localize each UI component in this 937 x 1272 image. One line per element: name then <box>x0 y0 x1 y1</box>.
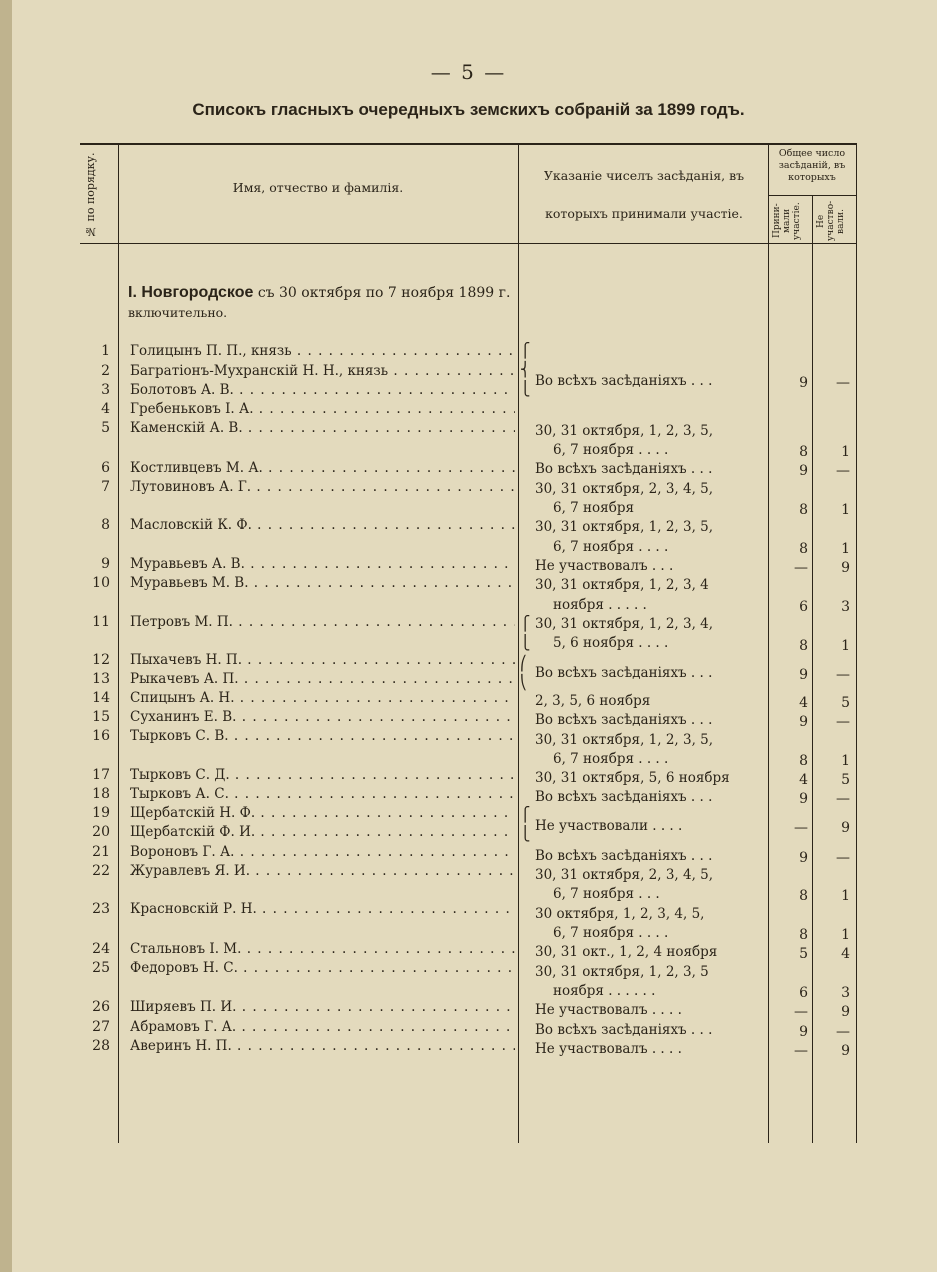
sessions-text: Во всѣхъ засѣданіяхъ . . . <box>535 1022 713 1038</box>
row-number: 12 <box>92 652 110 668</box>
header-total: Общее число засѣданій, въ которыхъ <box>778 148 846 183</box>
page-number: — 5 — <box>430 60 507 84</box>
header-sessions-line2: которыхъ принимали участіе. <box>545 206 743 221</box>
brace-rows-19-20: ⎧ ⎩ <box>520 807 531 842</box>
page-title: Списокъ гласныхъ очередныхъ земскихъ собраній за 1899 годъ. <box>192 100 745 119</box>
member-name: Вороновъ Г. А. . . . <box>130 843 515 861</box>
sessions-text: Во всѣхъ засѣданіяхъ . . . <box>535 789 713 805</box>
sessions-text: 30, 31 октября, 1, 2, 3, 5, <box>535 423 714 439</box>
sessions-text: 6, 7 ноября . . . . <box>553 442 669 458</box>
not-took-part-count: 1 <box>841 444 850 460</box>
row-number: 9 <box>101 556 110 572</box>
sessions-text: 6, 7 ноября . . . <box>553 886 660 902</box>
header-not-took-part: Не участво-вали. <box>816 200 846 242</box>
took-part-count: — <box>794 560 808 576</box>
brace-rows-12-13: ⎛ ⎝ <box>520 656 527 691</box>
member-name: Аверинъ Н. П. . . . <box>130 1037 515 1055</box>
member-name: Красновскій Р. Н. . . . <box>130 900 515 918</box>
sessions-text: 6, 7 ноября . . . . <box>553 925 669 941</box>
member-name: Болотовъ А. В. . . . <box>130 381 515 399</box>
not-took-part-count: 5 <box>841 695 850 711</box>
not-took-part-count: 4 <box>841 946 850 962</box>
sessions-text: Во всѣхъ засѣданіяхъ . . . <box>535 712 713 728</box>
row-number: 1 <box>101 343 110 359</box>
not-took-part-count: 1 <box>841 502 850 518</box>
member-name: Лутовиновъ А. Г. . . . <box>130 478 515 496</box>
sessions-text: Не участвовалъ . . . <box>535 558 674 574</box>
member-name: Пыхачевъ Н. П. . . . <box>130 651 515 669</box>
section-inclusive: включительно. <box>128 305 228 320</box>
member-name: Суханинъ Е. В. . . . <box>130 708 515 726</box>
not-took-part-count: — <box>836 667 850 683</box>
sessions-text: Во всѣхъ засѣданіяхъ . . . <box>535 665 713 681</box>
took-part-count: 5 <box>799 946 808 962</box>
took-part-count: 8 <box>799 444 808 460</box>
section-title: I. Новгородское <box>128 284 254 301</box>
row-number: 5 <box>101 420 110 436</box>
member-name: Багратіонъ-Мухранскій Н. Н., князь . . . <box>130 362 515 380</box>
sessions-text: Во всѣхъ засѣданіяхъ . . . <box>535 373 713 389</box>
not-took-part-count: 1 <box>841 888 850 904</box>
took-part-count: 8 <box>799 888 808 904</box>
col-rule-num <box>118 143 119 1143</box>
header-bottom-rule <box>80 243 856 244</box>
sessions-text: Не участвовалъ . . . . <box>535 1041 682 1057</box>
not-took-part-count: 3 <box>841 985 850 1001</box>
row-number: 2 <box>101 363 110 379</box>
page-edge <box>0 0 12 1272</box>
sessions-text: 30, 31 октября, 5, 6 ноября <box>535 770 730 786</box>
row-number: 21 <box>92 844 110 860</box>
sessions-text: 30, 31 октября, 2, 3, 4, 5, <box>535 867 714 883</box>
member-name: Гребеньковъ І. А. . . . <box>130 400 515 418</box>
member-name: Каменскій А. В. . . . <box>130 419 515 437</box>
sessions-text: 30, 31 октября, 1, 2, 3, 5, <box>535 732 714 748</box>
sessions-text: Во всѣхъ засѣданіяхъ . . . <box>535 848 713 864</box>
member-name: Ширяевъ П. И. . . . <box>130 998 515 1016</box>
row-number: 23 <box>92 901 110 917</box>
member-name: Журавлевъ Я. И. . . . <box>130 862 515 880</box>
section-dates: съ 30 октября по 7 ноября 1899 г. <box>257 285 511 301</box>
row-number: 28 <box>92 1038 110 1054</box>
table-top-rule <box>80 143 856 145</box>
not-took-part-count: — <box>836 463 850 479</box>
row-number: 8 <box>101 517 110 533</box>
took-part-count: 9 <box>799 714 808 730</box>
member-name: Щербатскій Ф. И. . . . <box>130 823 515 841</box>
took-part-count: 9 <box>799 1024 808 1040</box>
not-took-part-count: 9 <box>841 820 850 836</box>
member-name: Федоровъ Н. С. . . . <box>130 959 515 977</box>
not-took-part-count: — <box>836 850 850 866</box>
member-name: Муравьевъ А. В. . . . <box>130 555 515 573</box>
row-number: 19 <box>92 805 110 821</box>
row-number: 4 <box>101 401 110 417</box>
row-number: 25 <box>92 960 110 976</box>
took-part-count: 6 <box>799 985 808 1001</box>
took-part-count: 9 <box>799 463 808 479</box>
row-number: 27 <box>92 1019 110 1035</box>
subheader-rule <box>768 195 856 196</box>
took-part-count: 4 <box>799 772 808 788</box>
sessions-text: ноября . . . . . . <box>553 983 656 999</box>
sessions-text: 30 октября, 1, 2, 3, 4, 5, <box>535 906 705 922</box>
not-took-part-count: — <box>836 1024 850 1040</box>
row-number: 10 <box>92 575 110 591</box>
member-name: Костливцевъ М. А. . . . <box>130 459 515 477</box>
sessions-text: 6, 7 ноября <box>553 500 634 516</box>
header-sessions-line1: Указаніе чиселъ засѣданія, въ <box>543 168 745 183</box>
sessions-text: Не участвовалъ . . . . <box>535 1002 682 1018</box>
header-name: Имя, отчество и фамилія. <box>232 180 404 195</box>
took-part-count: 8 <box>799 541 808 557</box>
sessions-text: 30, 31 октября, 2, 3, 4, 5, <box>535 481 714 497</box>
col-rule-name <box>518 143 519 1143</box>
row-number: 17 <box>92 767 110 783</box>
row-number: 6 <box>101 460 110 476</box>
took-part-count: — <box>794 1004 808 1020</box>
col-rule-took <box>812 195 813 1143</box>
not-took-part-count: 9 <box>841 1043 850 1059</box>
took-part-count: 6 <box>799 599 808 615</box>
member-name: Масловскій К. Ф. . . . <box>130 516 515 534</box>
row-number: 11 <box>92 614 110 630</box>
sessions-text: 30, 31 октября, 1, 2, 3, 5 <box>535 964 709 980</box>
member-name: Голицынъ П. П., князь . . . <box>130 342 515 360</box>
member-name: Петровъ М. П. . . . <box>130 613 515 631</box>
header-took-part: Прини-мали участіе. <box>772 202 802 240</box>
row-number: 20 <box>92 824 110 840</box>
not-took-part-count: — <box>836 714 850 730</box>
row-number: 7 <box>101 479 110 495</box>
sessions-text: 2, 3, 5, 6 ноября <box>535 693 651 709</box>
took-part-count: — <box>794 820 808 836</box>
not-took-part-count: 3 <box>841 599 850 615</box>
not-took-part-count: 5 <box>841 772 850 788</box>
sessions-text: Во всѣхъ засѣданіяхъ . . . <box>535 461 713 477</box>
member-name: Рыкачевъ А. П. . . . <box>130 670 515 688</box>
not-took-part-count: 1 <box>841 927 850 943</box>
row-number: 18 <box>92 786 110 802</box>
took-part-count: 9 <box>799 850 808 866</box>
sessions-text: 30, 31 октября, 1, 2, 3, 4, <box>535 616 714 632</box>
member-name: Стальновъ І. М. . . . <box>130 940 515 958</box>
not-took-part-count: — <box>836 375 850 391</box>
sessions-text: 30, 31 окт., 1, 2, 4 ноября <box>535 944 718 960</box>
not-took-part-count: 1 <box>841 638 850 654</box>
took-part-count: 9 <box>799 667 808 683</box>
took-part-count: 8 <box>799 927 808 943</box>
member-name: Тырковъ С. Д. . . . <box>130 766 515 784</box>
took-part-count: 4 <box>799 695 808 711</box>
sessions-text: 30, 31 октября, 1, 2, 3, 5, <box>535 519 714 535</box>
row-number: 16 <box>92 728 110 744</box>
sessions-text: 6, 7 ноября . . . . <box>553 751 669 767</box>
sessions-text: 6, 7 ноября . . . . <box>553 539 669 555</box>
row-number: 14 <box>92 690 110 706</box>
member-name: Спицынъ А. Н. . . . <box>130 689 515 707</box>
took-part-count: 8 <box>799 638 808 654</box>
sessions-text: Не участвовали . . . . <box>535 818 683 834</box>
took-part-count: 8 <box>799 502 808 518</box>
member-name: Тырковъ С. В. . . . <box>130 727 515 745</box>
not-took-part-count: 1 <box>841 753 850 769</box>
sessions-text: 30, 31 октября, 1, 2, 3, 4 <box>535 577 709 593</box>
row-number: 15 <box>92 709 110 725</box>
not-took-part-count: 9 <box>841 1004 850 1020</box>
row-number: 22 <box>92 863 110 879</box>
took-part-count: 9 <box>799 375 808 391</box>
took-part-count: 8 <box>799 753 808 769</box>
row-number: 26 <box>92 999 110 1015</box>
not-took-part-count: 9 <box>841 560 850 576</box>
member-name: Абрамовъ Г. А. . . . <box>130 1018 515 1036</box>
row-number: 13 <box>92 671 110 687</box>
sessions-text: 5, 6 ноября . . . . <box>553 635 669 651</box>
took-part-count: — <box>794 1043 808 1059</box>
not-took-part-count: 1 <box>841 541 850 557</box>
sessions-text: ноября . . . . . <box>553 597 647 613</box>
header-num: № по порядку. <box>84 152 97 238</box>
not-took-part-count: — <box>836 791 850 807</box>
member-name: Тырковъ А. С. . . . <box>130 785 515 803</box>
brace-row-11: ⎧ ⎩ <box>520 616 531 651</box>
member-name: Муравьевъ М. В. . . . <box>130 574 515 592</box>
row-number: 3 <box>101 382 110 398</box>
brace-rows-1-4: ⎧ ⎨ ⎩ <box>520 343 531 397</box>
col-rule-right <box>856 143 857 1143</box>
section-heading <box>128 283 518 323</box>
took-part-count: 9 <box>799 791 808 807</box>
row-number: 24 <box>92 941 110 957</box>
member-name: Щербатскій Н. Ф. . . . <box>130 804 515 822</box>
